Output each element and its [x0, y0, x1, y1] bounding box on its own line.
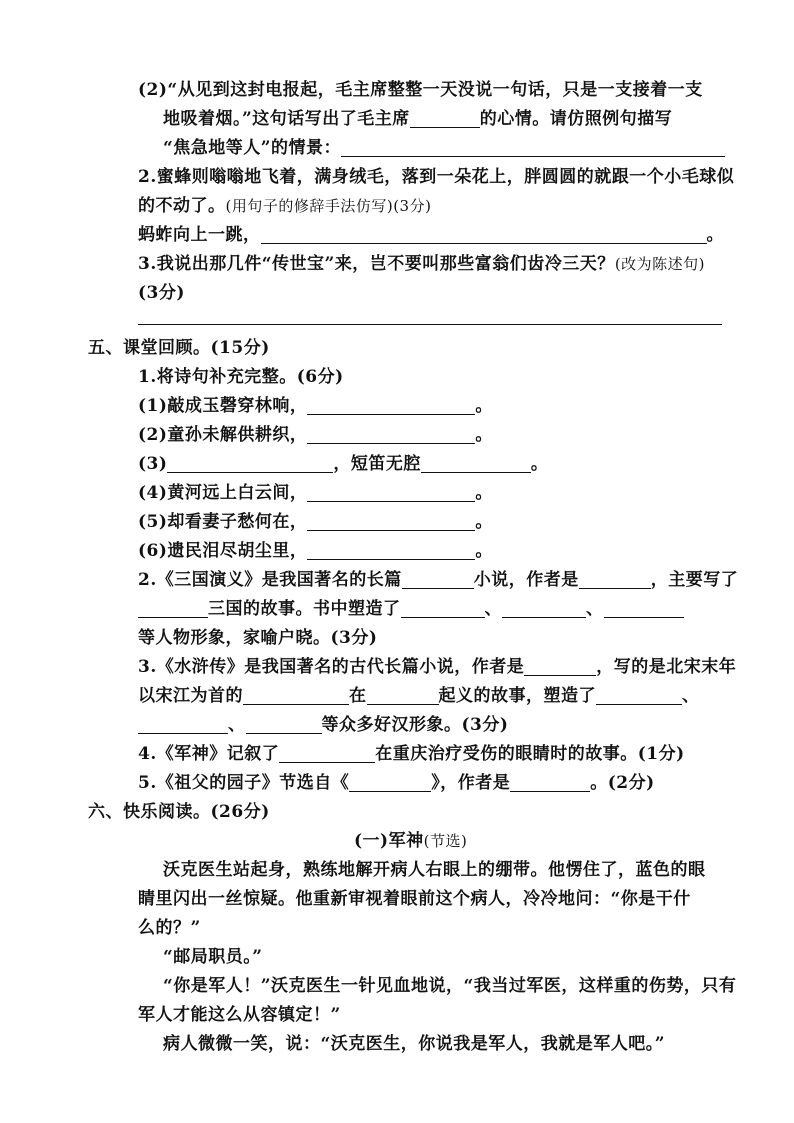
answer-blank[interactable]	[307, 541, 475, 560]
section-5-title: 五、课堂回顾。(15分)	[88, 338, 270, 358]
answer-blank[interactable]	[138, 715, 228, 734]
reading-paragraph-2: “邮局职员。”	[163, 947, 263, 967]
answer-blank[interactable]	[524, 657, 596, 676]
answer-blank[interactable]	[401, 599, 485, 618]
answer-blank[interactable]	[402, 570, 474, 589]
poem-line-6: (6)遗民泪尽胡尘里， 。	[138, 541, 493, 561]
answer-blank[interactable]	[279, 744, 375, 763]
answer-blank[interactable]	[510, 773, 590, 792]
answer-blank[interactable]	[261, 225, 707, 244]
sec5-q2-line3: 等人物形象，家喻户晓。(3分)	[138, 628, 378, 648]
answer-blank[interactable]	[604, 599, 684, 618]
poem-line-4: (4)黄河远上白云间， 。	[138, 483, 493, 503]
answer-blank[interactable]	[341, 138, 725, 157]
sec5-q2-line2: 三国的故事。书中塑造了 、 、	[138, 597, 684, 621]
answer-blank[interactable]	[307, 512, 475, 531]
q4-s2-line1: 2.蜜蜂则嗡嗡地飞着，满身绒毛，落到一朵花上，胖圆圆的就跟一个小毛球似	[138, 167, 735, 187]
reading-paragraph-4: 病人微微一笑，说：“沃克医生，你说我是军人，我就是军人吧。”	[163, 1034, 666, 1054]
poem-line-3: (3) ，短笛无腔 。	[138, 454, 549, 474]
sec5-q3-line1: 3.《水浒传》是我国著名的古代长篇小说，作者是 ，写的是北宋末年	[138, 657, 737, 677]
answer-blank[interactable]	[243, 686, 349, 705]
poem-line-1: (1)敲成玉磬穿林响， 。	[138, 396, 493, 416]
reading-paragraph-3: “你是军人！”沃克医生一针见血地说，“我当过军医，这样重的伤势，只有	[163, 976, 737, 996]
answer-blank[interactable]	[307, 483, 475, 502]
answer-blank[interactable]	[307, 425, 475, 444]
sec5-q3-line2: 以宋江为首的 在 起义的故事，塑造了 、	[138, 686, 700, 706]
sec5-q1: 1.将诗句补充完整。(6分)	[138, 367, 344, 387]
poem-line-2: (2)童孙未解供耕织， 。	[138, 425, 493, 445]
q4-2-line2: 地吸着烟。”这句话写出了毛主席 的心情。请仿照例句描写	[163, 109, 673, 129]
answer-blank[interactable]	[596, 686, 682, 705]
q4-s3-line2: (3分)	[138, 283, 185, 303]
reading-paragraph-1: 沃克医生站起身，熟练地解开病人右眼上的绷带。他愣住了，蓝色的眼	[163, 860, 706, 880]
answer-blank[interactable]	[421, 454, 531, 473]
q4-s3-line1: 3.我说出那几件“传世宝”来，岂不要叫那些富翁们齿冷三天？(改为陈述句)	[138, 254, 706, 274]
answer-blank[interactable]	[410, 109, 480, 128]
sec5-q4: 4.《军神》记叙了 在重庆治疗受伤的眼睛时的故事。(1分)	[138, 744, 685, 764]
answer-blank[interactable]	[246, 715, 322, 734]
reading-paragraph-1: 睛里闪出一丝惊疑。他重新审视着眼前这个病人，冷冷地问：“你是干什	[138, 889, 691, 909]
sec5-q5: 5.《祖父的园子》节选自《 》，作者是 。(2分)	[138, 773, 655, 793]
sec5-q2-line1: 2.《三国演义》是我国著名的长篇 小说，作者是 ，主要写了	[138, 570, 739, 590]
q4-2-line1: (2)“从见到这封电报起，毛主席整整一天没说一句话，只是一支接着一支	[138, 80, 703, 100]
reading-paragraph-3: 军人才能这么从容镇定！”	[138, 1005, 341, 1025]
sec5-q3-line3: 、 等众多好汉形象。(3分)	[138, 713, 508, 737]
q4-s2-line3: 蚂蚱向上一跳， 。	[138, 225, 724, 245]
answer-blank[interactable]	[138, 599, 208, 618]
q4-s2-line2: 的不动了。(用句子的修辞手法仿写)(3分)	[138, 196, 432, 216]
answer-rule[interactable]	[138, 324, 722, 325]
answer-blank[interactable]	[167, 454, 333, 473]
answer-blank[interactable]	[579, 570, 651, 589]
answer-blank[interactable]	[367, 686, 439, 705]
answer-blank[interactable]	[349, 773, 431, 792]
section-6-title: 六、快乐阅读。(26分)	[88, 802, 270, 822]
answer-blank[interactable]	[307, 396, 475, 415]
reading-paragraph-1: 么的？”	[138, 918, 201, 938]
poem-line-5: (5)却看妻子愁何在， 。	[138, 512, 493, 532]
reading-title: (一)军神(节选)	[354, 831, 468, 851]
q4-2-line3: “焦急地等人”的情景：	[163, 136, 725, 160]
answer-blank[interactable]	[502, 599, 586, 618]
